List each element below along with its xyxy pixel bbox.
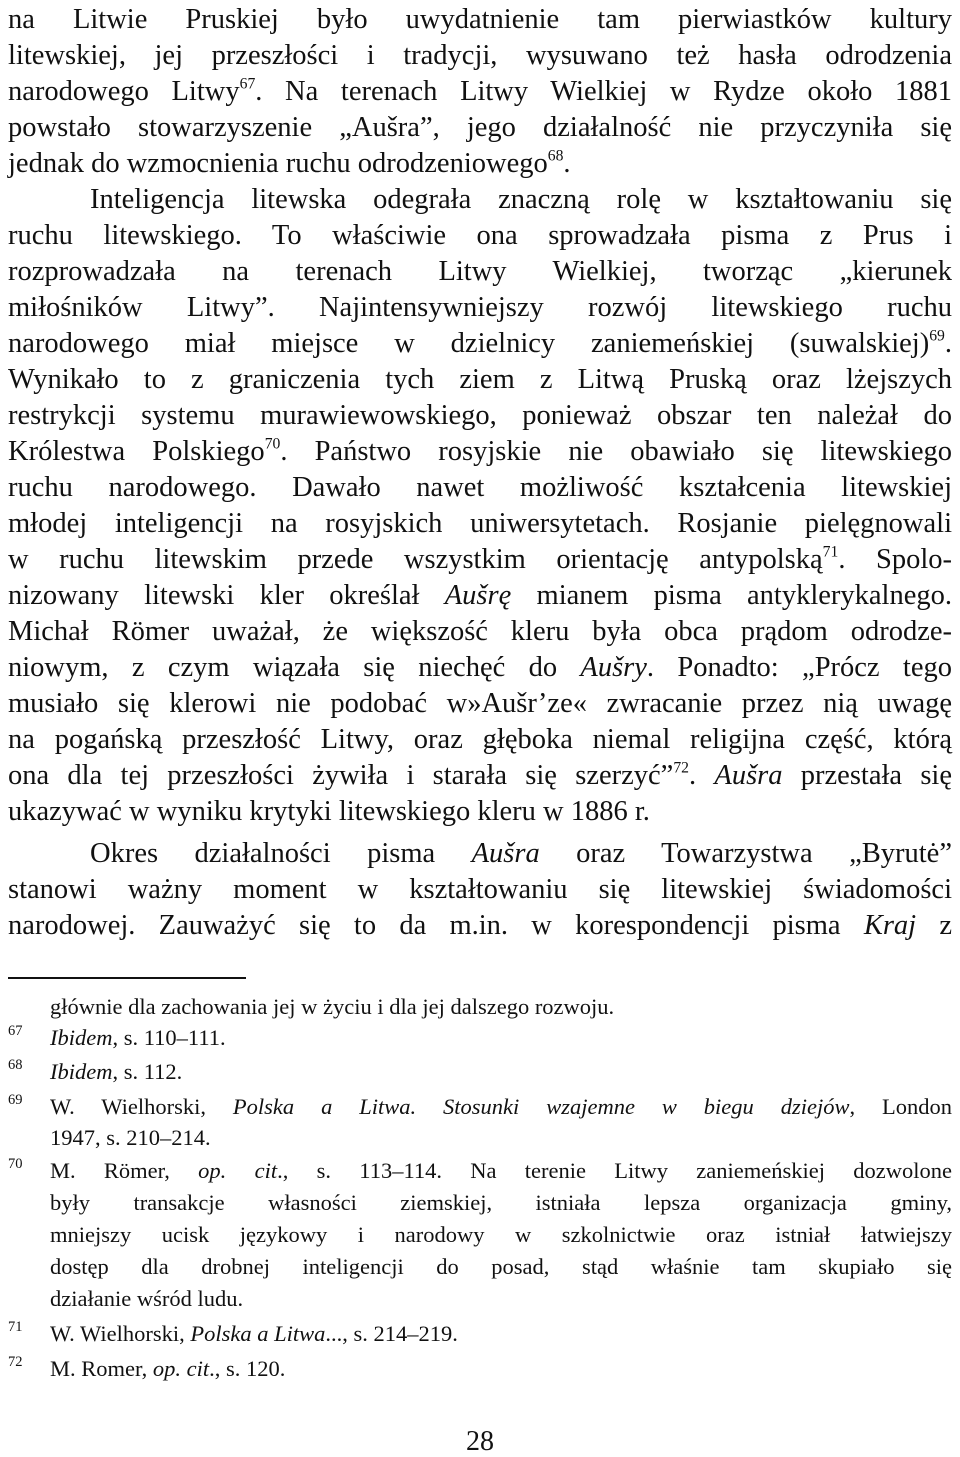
footnote-line: były transakcje własności ziemskiej, istniała lepsza organizacja gminy, — [50, 1190, 952, 1215]
footnote-ref[interactable]: 70 — [264, 435, 281, 453]
footnote-line: M. Romer, op. cit., s. 120. — [50, 1356, 286, 1381]
text-line: narodowego Litwy$^{67}$. Na terenach Litwy Wielkiej w Rydze około 1881 — [8, 75, 953, 107]
text-line: stanowi ważny moment w kształtowaniu się litewskiej świadomości — [8, 874, 952, 905]
footnote-line: głównie dla zachowania jej w życiu i dla jej dalszego rozwoju. — [50, 994, 615, 1019]
text-line: w ruchu litewskim przede wszystkim orientację antypolską$^{71}$. Spolo- — [8, 543, 952, 575]
footnote-number: 70 — [8, 1156, 23, 1172]
text-line: rozprowadzała na terenach Litwy Wielkiej, tworząc „kierunek — [8, 256, 952, 287]
footnote-ref[interactable]: 68 — [547, 147, 564, 165]
footnote-number: 72 — [8, 1354, 23, 1370]
text-line: restrykcji systemu murawiewowskiego, ponieważ obszar ten należał do — [8, 400, 952, 431]
text-line: miłośników Litwy”. Najintensywniejszy rozwój litewskiego ruchu — [8, 292, 952, 323]
text-line: jednak do wzmocnienia ruchu odrodzeniowego$^{68}$. — [8, 147, 571, 179]
text-line: ukazywać w wyniku krytyki litewskiego kleru w 1886 r. — [8, 796, 650, 827]
footnote-ref[interactable]: 67 — [239, 75, 256, 93]
text-line: nizowany litewski kler określał Aušrę mianem pisma antyklerykalnego. — [8, 580, 952, 611]
text-line: Wynikało to z graniczenia tych ziem z Litwą Pruską oraz lżejszych — [8, 364, 952, 395]
footnote-line: działanie wśród ludu. — [50, 1286, 244, 1311]
text-line: na pogańską przeszłość Litwy, oraz głęboka niemal religijna część, którą — [8, 724, 952, 755]
text-line: ona dla tej przeszłości żywiła i starała się szerzyć”$^{72}$. Aušra przestała się — [8, 759, 952, 791]
text-line: powstało stowarzyszenie „Aušra”, jego działalność nie przyczyniła się — [8, 112, 952, 143]
footnote-line: Ibidem, s. 110–111. — [50, 1025, 226, 1050]
footnote-number: 71 — [8, 1319, 23, 1335]
text-line: musiało się klerowi nie podobać w»Aušr’ze« zwracanie przez nią uwagę — [8, 688, 952, 719]
text-line: litewskiej, jej przeszłości i tradycji, wysuwano też hasła odrodzenia — [8, 40, 952, 71]
text-line: Michał Römer uważał, że większość kleru była obca prądom odrodze- — [8, 616, 952, 647]
footnote-line: W. Wielhorski, Polska a Litwa..., s. 214–219. — [50, 1321, 458, 1346]
footnote-line: mniejszy ucisk językowy i narodowy w szkolnictwie oraz istniał łatwiejszy — [50, 1222, 952, 1247]
footnote-line: 1947, s. 210–214. — [50, 1125, 211, 1150]
footnote-line: M. Römer, op. cit., s. 113–114. Na terenie Litwy zaniemeńskiej dozwolone — [50, 1158, 952, 1183]
text-line: niowym, z czym wiązała się niechęć do Aušry. Ponadto: „Prócz tego — [8, 652, 952, 683]
page-number: 28 — [466, 1426, 494, 1457]
footnote-line: W. Wielhorski, Polska a Litwa. Stosunki wzajemne w biegu dziejów, London — [50, 1094, 952, 1119]
text-line: na Litwie Pruskiej było uwydatnienie tam pierwiastków kultury — [8, 4, 952, 35]
footnote-number: 68 — [8, 1057, 23, 1073]
footnote-number: 69 — [8, 1092, 23, 1108]
text-line: Inteligencja litewska odegrała znaczną rolę w kształtowaniu się — [90, 184, 952, 215]
text-line: młodej inteligencji na rosyjskich uniwersytetach. Rosjanie pielęgnowali — [8, 508, 952, 539]
footnote-line: Ibidem, s. 112. — [50, 1059, 183, 1084]
footnote-number: 67 — [8, 1023, 23, 1039]
text-line: ruchu litewskiego. To właściwie ona sprowadzała pisma z Prus i — [8, 220, 952, 251]
footnote-ref[interactable]: 72 — [673, 759, 689, 777]
text-line: Królestwa Polskiego$^{70}$. Państwo rosyjskie nie obawiało się litewskiego — [8, 435, 953, 467]
text-line: narodowej. Zauważyć się to da m.in. w korespondencji pisma Kraj z — [8, 910, 953, 941]
footnote-ref[interactable]: 69 — [929, 327, 945, 345]
footnote-line: dostęp dla drobnej inteligencji do posad, stąd właśnie tam skupiało się — [50, 1254, 952, 1279]
footnote-ref[interactable]: 71 — [822, 543, 839, 561]
text-line: narodowego miał miejsce w dzielnicy zaniemeńskiej (suwalskiej)$^{69}$. — [8, 327, 952, 359]
footnote-separator — [8, 977, 246, 979]
text-line: ruchu narodowego. Dawało nawet możliwość kształcenia litewskiej — [8, 472, 952, 503]
text-line: Okres działalności pisma Aušra oraz Towarzystwa „Byrutė” — [90, 838, 952, 869]
